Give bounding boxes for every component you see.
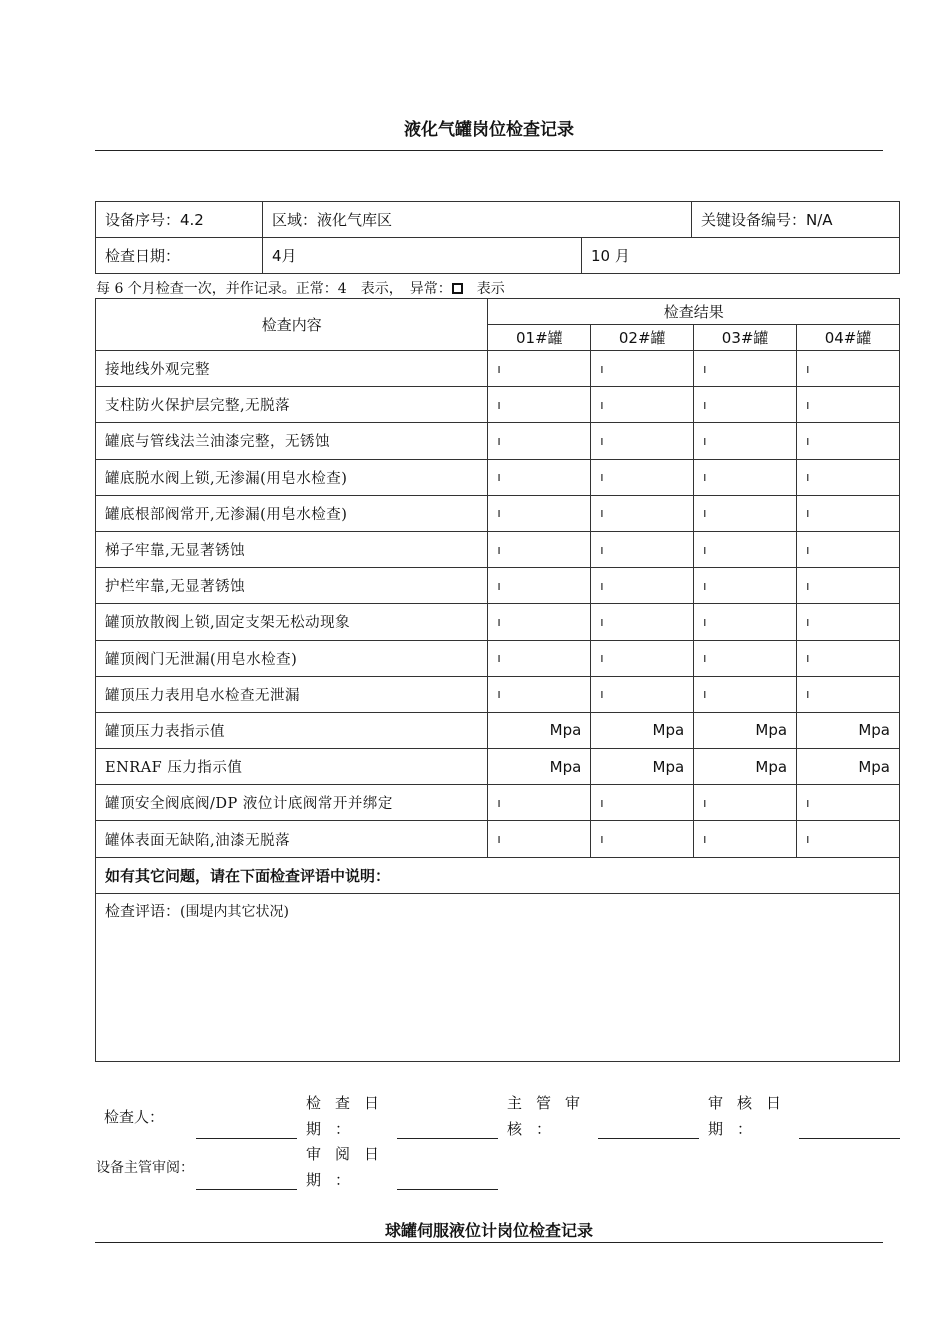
check-cell[interactable]: ı <box>694 495 797 531</box>
check-item: 罐底与管线法兰油漆完整，无锈蚀 <box>96 423 488 459</box>
check-cell[interactable]: ı <box>797 351 900 387</box>
check-cell[interactable]: ı <box>591 640 694 676</box>
table-row <box>96 568 900 604</box>
check-cell[interactable]: ı <box>488 531 591 567</box>
check-cell[interactable]: ı <box>488 640 591 676</box>
tank-header: 02#罐 <box>591 325 694 351</box>
check-cell[interactable]: ı <box>694 604 797 640</box>
read-date-label: 审阅日 期： <box>306 1145 394 1189</box>
check-item: 接地线外观完整 <box>96 351 488 387</box>
check-item: 支柱防火保护层完整,无脱落 <box>96 387 488 423</box>
table-row <box>96 821 900 857</box>
tank-header: 01#罐 <box>488 325 591 351</box>
inspect-date-label: 检查日 期： <box>306 1094 394 1138</box>
check-cell[interactable]: ı <box>488 604 591 640</box>
equip-supervisor-line[interactable] <box>196 1189 297 1190</box>
check-cell[interactable]: ı <box>488 821 591 857</box>
check-cell[interactable]: ı <box>797 459 900 495</box>
check-cell[interactable]: ı <box>797 423 900 459</box>
check-cell[interactable]: ı <box>591 495 694 531</box>
check-item: ENRAF 压力指示值 <box>96 749 488 785</box>
check-item: 护栏牢靠,无显著锈蚀 <box>96 568 488 604</box>
check-item: 梯子牢靠,无显著锈蚀 <box>96 531 488 567</box>
table-row <box>96 495 900 531</box>
table-row <box>96 640 900 676</box>
check-cell[interactable]: ı <box>797 676 900 712</box>
table-row <box>96 676 900 712</box>
tank-header: 04#罐 <box>797 325 900 351</box>
table-row <box>96 351 900 387</box>
table-row <box>96 531 900 567</box>
check-cell[interactable]: ı <box>694 821 797 857</box>
other-issues: 如有其它问题，请在下面检查评语中说明： <box>96 857 900 893</box>
check-cell[interactable]: ı <box>694 423 797 459</box>
read-date-line[interactable] <box>397 1189 498 1190</box>
check-item: 罐顶压力表指示值 <box>96 712 488 748</box>
month-2: 10 月 <box>582 238 900 274</box>
next-section-divider <box>95 1242 883 1243</box>
check-cell[interactable]: ı <box>694 640 797 676</box>
comment-box[interactable] <box>96 893 900 1061</box>
check-item: 罐底脱水阀上锁,无渗漏(用皂水检查) <box>96 459 488 495</box>
check-cell[interactable]: ı <box>591 459 694 495</box>
equip-supervisor-label: 设备主管审阅： <box>96 1160 194 1176</box>
check-cell[interactable]: ı <box>488 495 591 531</box>
pressure-value-cell[interactable]: Mpa <box>694 712 797 748</box>
check-cell[interactable]: ı <box>694 568 797 604</box>
check-item: 罐底根部阀常开,无渗漏(用皂水检查) <box>96 495 488 531</box>
pressure-value-cell[interactable]: Mpa <box>591 712 694 748</box>
check-item: 罐顶压力表用皂水检查无泄漏 <box>96 676 488 712</box>
table-row <box>96 423 900 459</box>
check-item: 罐体表面无缺陷,油漆无脱落 <box>96 821 488 857</box>
check-cell[interactable]: ı <box>591 387 694 423</box>
check-cell[interactable]: ı <box>797 387 900 423</box>
comment-label: 检查评语： <box>105 901 181 920</box>
check-cell[interactable]: ı <box>694 459 797 495</box>
pressure-value-cell[interactable]: Mpa <box>591 749 694 785</box>
inspection-table <box>95 298 900 1062</box>
check-cell[interactable]: ı <box>694 785 797 821</box>
check-cell[interactable]: ı <box>591 568 694 604</box>
checkbox-icon <box>452 283 463 294</box>
inspector-line[interactable] <box>196 1138 297 1139</box>
pressure-value-cell[interactable]: Mpa <box>488 749 591 785</box>
result-header: 检查结果 <box>488 299 900 325</box>
inspector-label: 检查人： <box>104 1108 165 1126</box>
tank-header: 03#罐 <box>694 325 797 351</box>
month-1: 4月 <box>263 238 582 274</box>
check-cell[interactable]: ı <box>797 531 900 567</box>
supervisor-review-label: 主管审 核： <box>507 1094 595 1138</box>
check-cell[interactable]: ı <box>591 785 694 821</box>
frequency-note <box>96 278 505 298</box>
check-cell[interactable]: ı <box>591 531 694 567</box>
review-date-line[interactable] <box>799 1138 900 1139</box>
content-header: 检查内容 <box>96 299 488 351</box>
pressure-value-cell[interactable]: Mpa <box>797 712 900 748</box>
note-text: 每 6 个月检查一次，并作记录。正常：4 表示， 异常： <box>96 281 452 297</box>
note-suffix: 表示 <box>462 281 505 297</box>
check-cell[interactable]: ı <box>488 785 591 821</box>
supervisor-review-line[interactable] <box>598 1138 699 1139</box>
equipment-no: 设备序号：4.2 <box>96 202 263 238</box>
check-cell[interactable]: ı <box>797 640 900 676</box>
check-cell[interactable]: ı <box>797 495 900 531</box>
table-row <box>96 604 900 640</box>
pressure-value-cell[interactable]: Mpa <box>694 749 797 785</box>
info-table <box>95 201 900 274</box>
area: 区域：液化气库区 <box>263 202 692 238</box>
check-cell[interactable]: ı <box>591 604 694 640</box>
inspect-date-line[interactable] <box>397 1138 498 1139</box>
check-cell[interactable]: ı <box>797 568 900 604</box>
table-row <box>96 459 900 495</box>
check-cell[interactable]: ı <box>797 785 900 821</box>
next-section-title: 球罐伺服液位计岗位检查记录 <box>384 1221 593 1240</box>
check-cell[interactable]: ı <box>591 821 694 857</box>
check-cell[interactable]: ı <box>488 568 591 604</box>
table-row <box>96 712 900 748</box>
page-title: 液化气罐岗位检查记录 <box>404 120 574 140</box>
check-item: 罐顶阀门无泄漏(用皂水检查) <box>96 640 488 676</box>
check-cell[interactable]: ı <box>488 351 591 387</box>
table-row <box>96 387 900 423</box>
pressure-value-cell[interactable]: Mpa <box>488 712 591 748</box>
check-cell[interactable]: ı <box>797 604 900 640</box>
comment-note: (围堤内其它状况) <box>180 903 289 920</box>
check-item: 罐顶安全阀底阀/DP 液位计底阀常开并绑定 <box>96 785 488 821</box>
check-cell[interactable]: ı <box>488 423 591 459</box>
pressure-value-cell[interactable]: Mpa <box>797 749 900 785</box>
review-date-label: 审核日 期： <box>708 1094 796 1138</box>
check-cell[interactable]: ı <box>694 351 797 387</box>
check-cell[interactable]: ı <box>694 676 797 712</box>
check-cell[interactable]: ı <box>488 459 591 495</box>
check-cell[interactable]: ı <box>591 676 694 712</box>
date-label: 检查日期： <box>96 238 263 274</box>
check-item: 罐顶放散阀上锁,固定支架无松动现象 <box>96 604 488 640</box>
table-row <box>96 785 900 821</box>
check-cell[interactable]: ı <box>694 387 797 423</box>
title-divider <box>95 150 883 151</box>
check-cell[interactable]: ı <box>591 351 694 387</box>
check-cell[interactable]: ı <box>488 387 591 423</box>
check-cell[interactable]: ı <box>797 821 900 857</box>
table-row <box>96 749 900 785</box>
check-cell[interactable]: ı <box>591 423 694 459</box>
check-cell[interactable]: ı <box>694 531 797 567</box>
key-equipment-no: 关键设备编号：N/A <box>692 202 900 238</box>
check-cell[interactable]: ı <box>488 676 591 712</box>
